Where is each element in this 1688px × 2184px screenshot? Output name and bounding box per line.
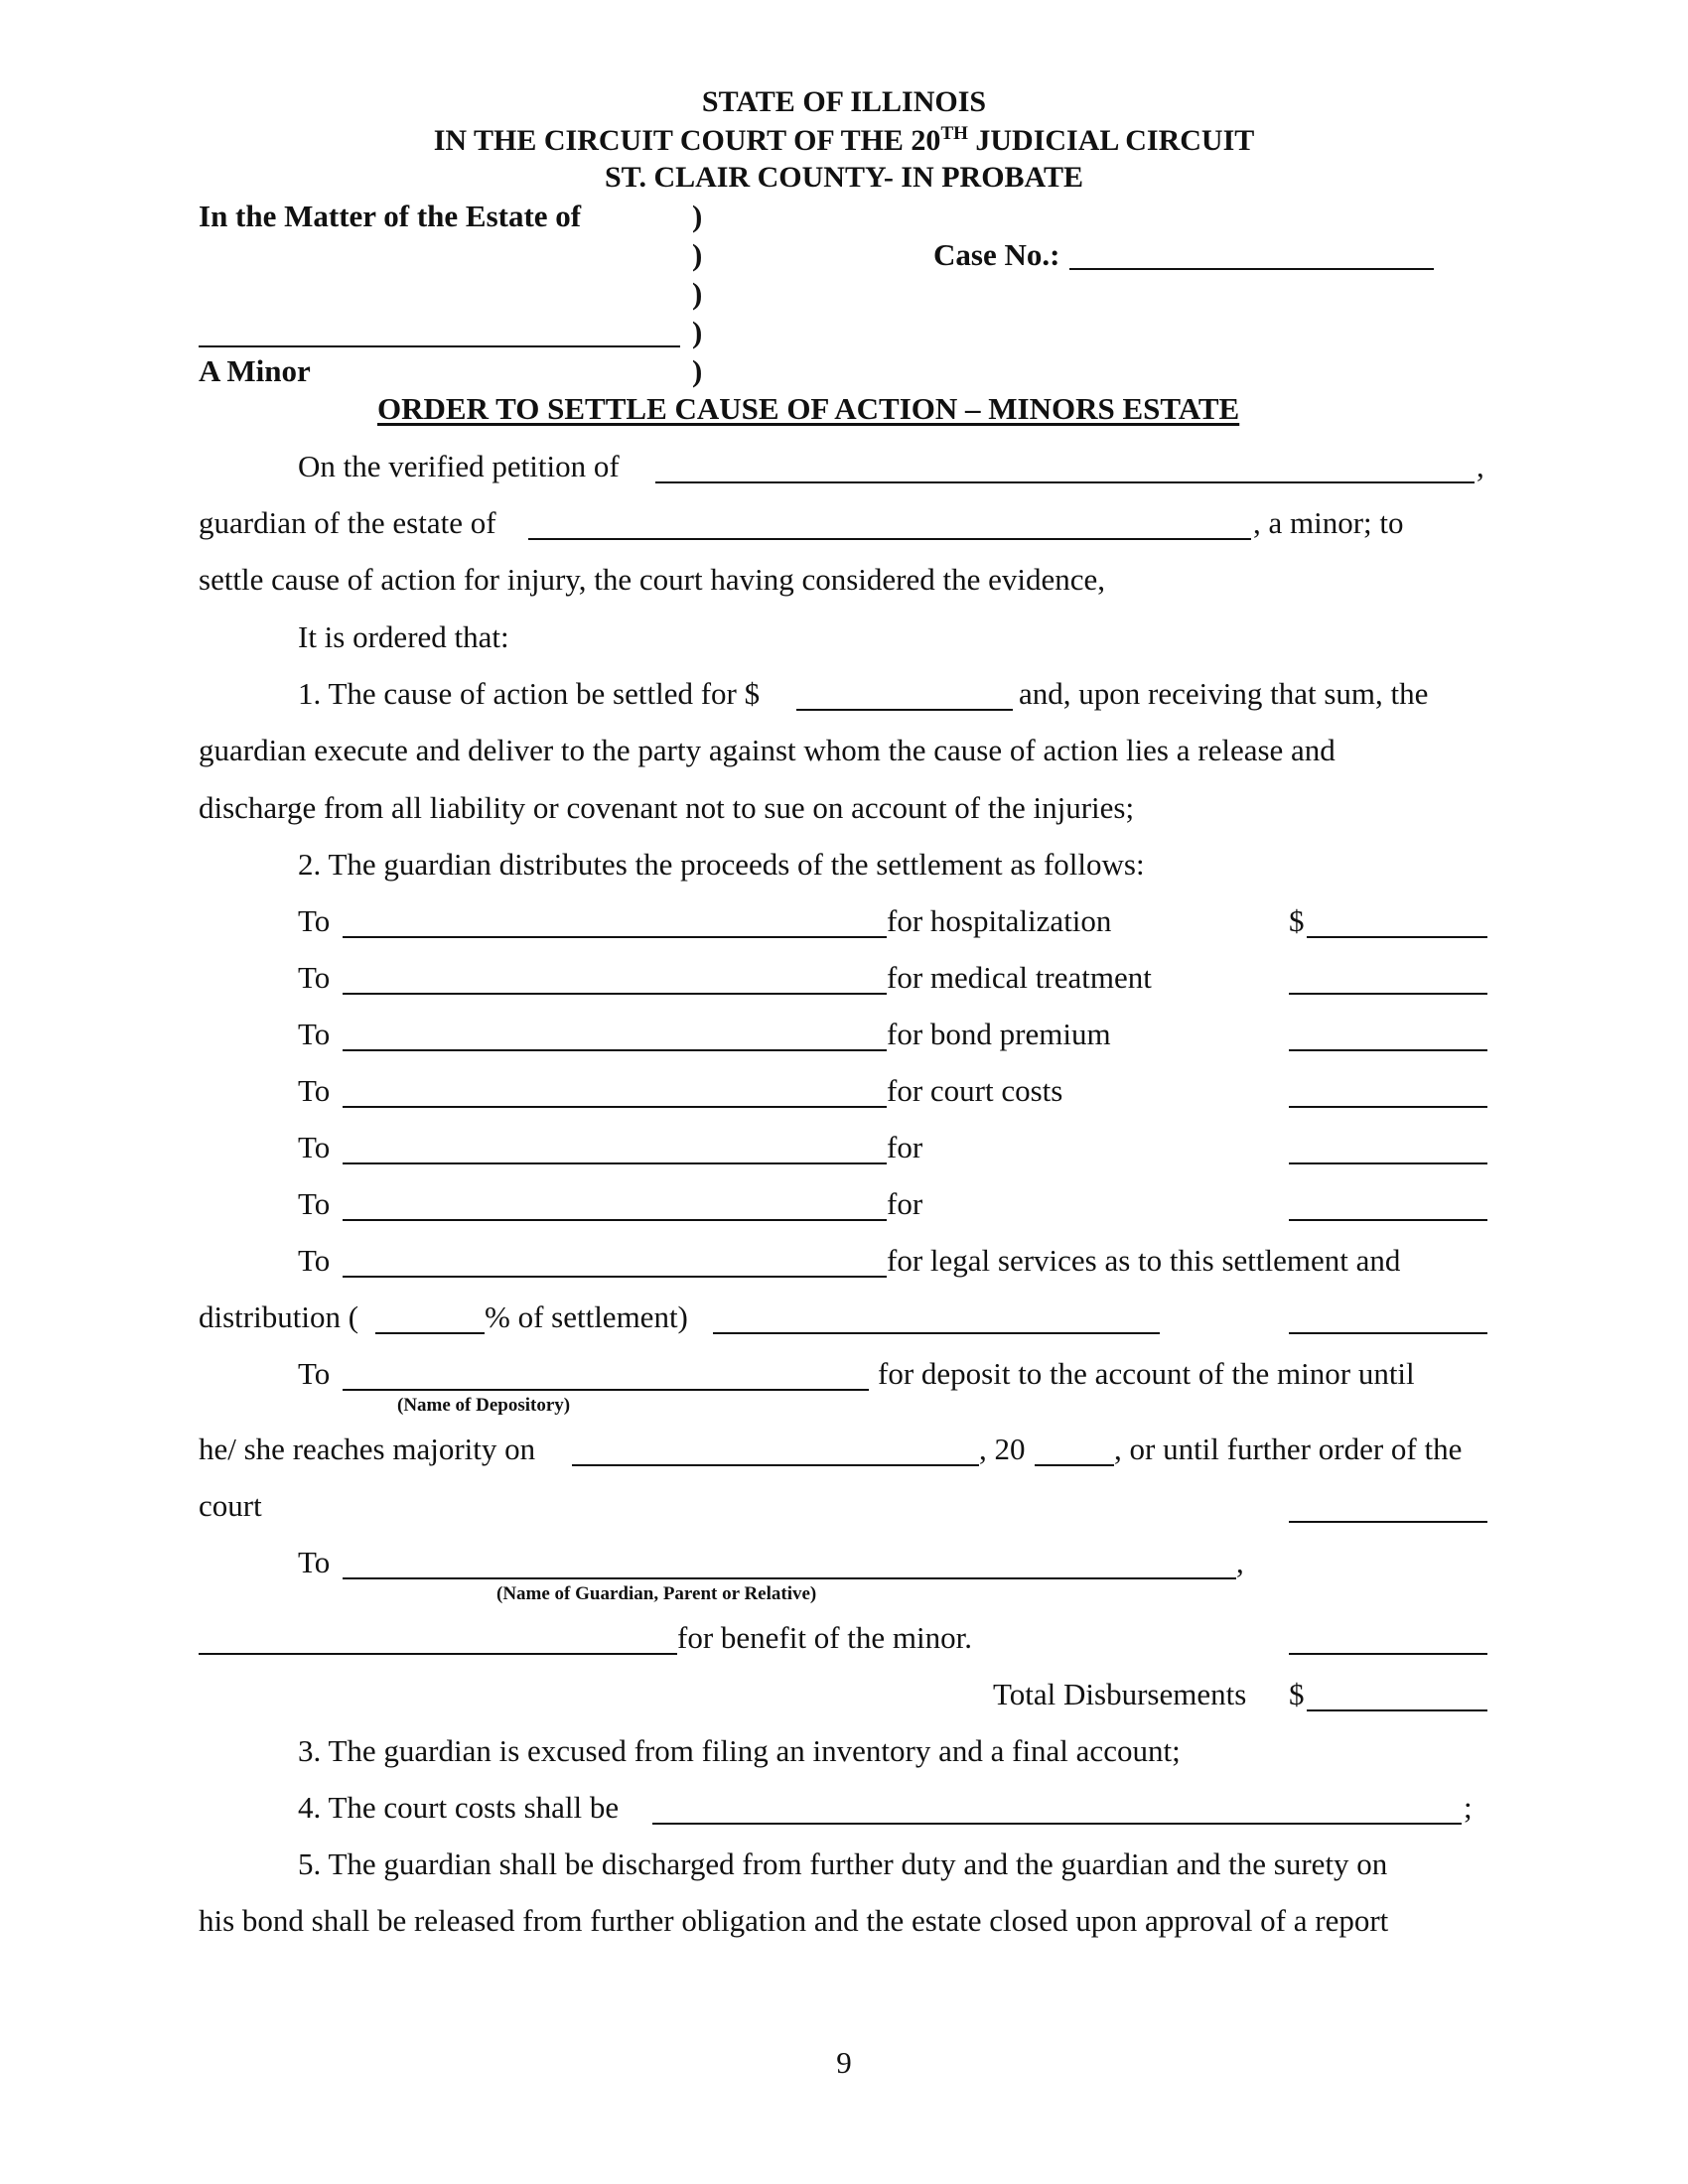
percent-field[interactable] bbox=[375, 1332, 485, 1334]
amount-field[interactable] bbox=[1289, 993, 1487, 995]
year-field[interactable] bbox=[1035, 1464, 1114, 1466]
caption-paren: ) bbox=[692, 237, 703, 272]
a-minor-to: , a minor; to bbox=[1253, 505, 1404, 540]
amount-field[interactable] bbox=[1289, 1162, 1487, 1164]
amount-field[interactable] bbox=[1289, 1049, 1487, 1051]
header-court-sup: TH bbox=[940, 123, 968, 144]
payee-field[interactable] bbox=[343, 993, 887, 995]
order-title: ORDER TO SETTLE CAUSE OF ACTION – MINORS ESTATE bbox=[377, 391, 1240, 426]
to-label: To bbox=[298, 1130, 331, 1164]
to-label: To bbox=[298, 1073, 331, 1108]
item1-label: 1. The cause of action be settled for $ bbox=[298, 676, 761, 711]
minor-estate-field[interactable] bbox=[528, 538, 1251, 540]
purpose-label: for bbox=[887, 1186, 923, 1221]
guardian-caption: (Name of Guardian, Parent or Relative) bbox=[496, 1583, 817, 1604]
dollar-sign: $ bbox=[1289, 903, 1305, 938]
to-label: To bbox=[298, 903, 331, 938]
to-label: To bbox=[298, 1545, 331, 1579]
header-court-post: JUDICIAL CIRCUIT bbox=[967, 124, 1255, 157]
estate-of-label: In the Matter of the Estate of bbox=[199, 199, 582, 233]
header-state: STATE OF ILLINOIS bbox=[701, 85, 987, 118]
to-label: To bbox=[298, 1243, 331, 1278]
item5-line1: 5. The guardian shall be discharged from further duty and the guardian and the surety on bbox=[298, 1846, 1388, 1881]
distribution-pre: distribution ( bbox=[199, 1299, 359, 1334]
item1-cont: and, upon receiving that sum, the bbox=[1019, 676, 1429, 711]
legal-detail-field[interactable] bbox=[713, 1332, 1160, 1334]
benefit-label: for benefit of the minor. bbox=[677, 1620, 972, 1655]
payee-field[interactable] bbox=[343, 1049, 887, 1051]
settlement-amount-field[interactable] bbox=[796, 709, 1013, 711]
header-court-pre: IN THE CIRCUIT COURT OF THE 20 bbox=[433, 124, 941, 157]
deposit-label: for deposit to the account of the minor until bbox=[878, 1356, 1415, 1391]
caption-paren: ) bbox=[692, 199, 703, 233]
majority-post: , or until further order of the bbox=[1114, 1432, 1463, 1466]
amount-field[interactable] bbox=[1289, 1106, 1487, 1108]
legal-services-label: for legal services as to this settlement and bbox=[887, 1243, 1401, 1278]
payee-field[interactable] bbox=[343, 936, 887, 938]
purpose-label: for bbox=[887, 1130, 923, 1164]
year-prefix: , 20 bbox=[979, 1432, 1026, 1466]
case-no-field[interactable] bbox=[1069, 268, 1434, 270]
total-field[interactable] bbox=[1307, 1709, 1487, 1711]
a-minor-label: A Minor bbox=[199, 353, 311, 388]
item3: 3. The guardian is excused from filing an inventory and a final account; bbox=[298, 1733, 1181, 1768]
comma: , bbox=[1477, 449, 1484, 483]
majority-label: he/ she reaches majority on bbox=[199, 1432, 536, 1466]
to-label: To bbox=[298, 1186, 331, 1221]
attorney-field[interactable] bbox=[343, 1276, 887, 1278]
header-county: ST. CLAIR COUNTY- IN PROBATE bbox=[604, 161, 1084, 194]
guardian-cont-field[interactable] bbox=[199, 1653, 677, 1655]
guardian-name-field[interactable] bbox=[343, 1577, 1236, 1579]
majority-date-field[interactable] bbox=[572, 1464, 979, 1466]
page-number: 9 bbox=[836, 2045, 852, 2080]
court-label: court bbox=[199, 1488, 262, 1523]
payee-field[interactable] bbox=[343, 1162, 887, 1164]
guardian-estate-label: guardian of the estate of bbox=[199, 505, 496, 540]
payee-field[interactable] bbox=[343, 1106, 887, 1108]
depository-caption: (Name of Depository) bbox=[397, 1395, 571, 1416]
item2-label: 2. The guardian distributes the proceeds of the settlement as follows: bbox=[298, 847, 1145, 882]
amount-field[interactable] bbox=[1289, 1332, 1487, 1334]
purpose-label: for bond premium bbox=[887, 1017, 1111, 1051]
caption-paren: ) bbox=[692, 276, 703, 311]
to-label: To bbox=[298, 1356, 331, 1391]
settle-line: settle cause of action for injury, the court having considered the evidence, bbox=[199, 562, 1106, 597]
court-costs-field[interactable] bbox=[652, 1823, 1462, 1825]
comma: , bbox=[1236, 1545, 1244, 1579]
petition-label: On the verified petition of bbox=[298, 449, 620, 483]
purpose-label: for medical treatment bbox=[887, 960, 1152, 995]
to-label: To bbox=[298, 960, 331, 995]
depository-field[interactable] bbox=[343, 1389, 869, 1391]
purpose-label: for hospitalization bbox=[887, 903, 1112, 938]
header-court bbox=[0, 123, 1688, 158]
item1-line2: guardian execute and deliver to the party against whom the cause of action lies a release and bbox=[199, 733, 1336, 767]
semicolon: ; bbox=[1464, 1790, 1473, 1825]
distribution-post: % of settlement) bbox=[485, 1299, 688, 1334]
purpose-label: for court costs bbox=[887, 1073, 1063, 1108]
item1-line3: discharge from all liability or covenant not to sue on account of the injuries; bbox=[199, 790, 1135, 825]
item5-line2: his bond shall be released from further obligation and the estate closed upon approval of a report bbox=[199, 1903, 1389, 1938]
ordered-line: It is ordered that: bbox=[298, 619, 509, 654]
to-label: To bbox=[298, 1017, 331, 1051]
payee-field[interactable] bbox=[343, 1219, 887, 1221]
caption-paren: ) bbox=[692, 315, 703, 349]
petitioner-field[interactable] bbox=[655, 481, 1475, 483]
amount-field[interactable] bbox=[1307, 936, 1487, 938]
item4-label: 4. The court costs shall be bbox=[298, 1790, 620, 1825]
amount-field[interactable] bbox=[1289, 1653, 1487, 1655]
dollar-sign: $ bbox=[1289, 1677, 1305, 1711]
caption-paren: ) bbox=[692, 353, 703, 388]
total-label: Total Disbursements bbox=[993, 1677, 1247, 1711]
case-no-label: Case No.: bbox=[933, 237, 1060, 272]
minor-name-field[interactable] bbox=[199, 345, 680, 347]
amount-field[interactable] bbox=[1289, 1219, 1487, 1221]
amount-field[interactable] bbox=[1289, 1521, 1487, 1523]
